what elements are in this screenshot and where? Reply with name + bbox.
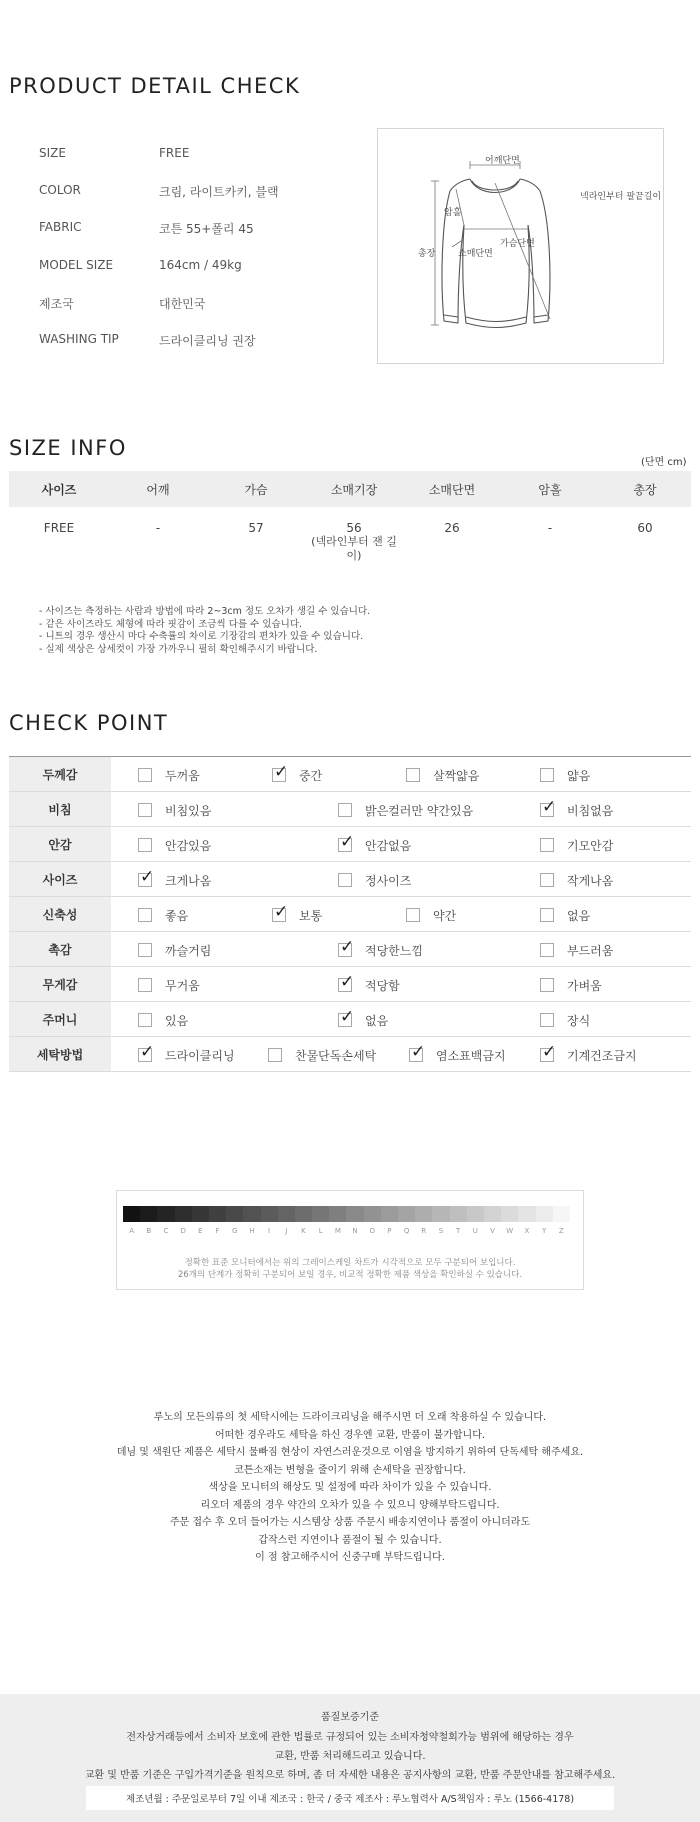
- check-mark-icon: ✓: [274, 762, 289, 782]
- grayscale-letter: S: [438, 1227, 444, 1235]
- size-header: 가슴: [207, 471, 305, 507]
- check-option-label: 찬물단독손세탁: [295, 1048, 377, 1063]
- check-option[interactable]: [540, 797, 614, 819]
- checkbox[interactable]: [138, 978, 152, 992]
- check-mark-icon: ✓: [340, 937, 355, 957]
- check-option-label: 보통: [299, 908, 323, 923]
- check-option-label: 까슬거림: [165, 943, 212, 958]
- size-cell-chest: 57: [248, 521, 264, 535]
- grayscale-swatch: [209, 1206, 226, 1222]
- footer-line: 교환, 반품 처리해드리고 있습니다.: [274, 1751, 426, 1762]
- size-note: - 니트의 경우 생산시 마다 수축률의 차이로 기장감의 편차가 있을 수 있습니다.: [39, 631, 364, 642]
- care-info-line: 주문 접수 후 오더 들어가는 시스템상 상품 주문시 배송지연이나 품절이 아니더라도: [169, 1517, 531, 1528]
- checked-checkbox[interactable]: [338, 1007, 355, 1027]
- check-mark-icon: ✓: [542, 1042, 557, 1062]
- check-option[interactable]: [338, 832, 412, 854]
- footer-info-bar: 제조년월 : 주문일로부터 7일 이내 제조국 : 한국 / 중국 제조사 : 루노협력사 A/S책임자 : 루노 (1566-4178): [86, 1786, 614, 1810]
- check-option[interactable]: [138, 766, 200, 784]
- checkbox[interactable]: [338, 803, 352, 817]
- grayscale-swatch: [415, 1206, 432, 1222]
- check-option[interactable]: [409, 1042, 506, 1064]
- diagram-label-armhole: 암홀: [444, 208, 462, 218]
- size-cell-sleeve-note: (넥라인부터 잰 길이): [311, 535, 397, 562]
- grayscale-letter: X: [524, 1227, 530, 1235]
- check-option[interactable]: [406, 906, 456, 924]
- grayscale-letter: Q: [403, 1227, 410, 1235]
- check-row: [9, 967, 691, 1002]
- checked-checkbox[interactable]: [138, 867, 155, 887]
- check-options: [111, 827, 691, 862]
- checkbox[interactable]: [540, 768, 554, 782]
- checkbox[interactable]: [138, 838, 152, 852]
- grayscale-letter: J: [285, 1227, 288, 1235]
- check-option-label: 얇음: [567, 768, 591, 783]
- check-option-label: 적당함: [365, 978, 400, 993]
- check-options: [111, 897, 691, 932]
- diagram-label-sleeve: 소매단면: [458, 249, 493, 259]
- grayscale-swatch: [226, 1206, 243, 1222]
- check-category: 무게감: [9, 967, 111, 1002]
- check-option-label: 있음: [165, 1013, 189, 1028]
- check-category: 두께감: [9, 757, 111, 792]
- check-mark-icon: ✓: [140, 867, 155, 887]
- check-option[interactable]: [138, 941, 211, 959]
- grayscale-letter: N: [352, 1227, 358, 1235]
- check-option-label: 중간: [299, 768, 323, 783]
- check-options: [111, 1002, 691, 1037]
- spec-value-model-size: 164cm / 49kg: [159, 258, 242, 272]
- spec-value-origin: 대한민국: [159, 297, 206, 311]
- diagram-label-chest: 가슴단면: [500, 239, 535, 249]
- care-info-line: 색상을 모니터의 해상도 및 설정에 따라 차이가 있을 수 있습니다.: [208, 1482, 492, 1493]
- check-option[interactable]: [138, 1011, 188, 1029]
- check-option-label: 좋음: [165, 908, 189, 923]
- spec-label-washing: WASHING TIP: [39, 332, 119, 346]
- check-option[interactable]: [138, 836, 211, 854]
- check-option[interactable]: [138, 801, 211, 819]
- grayscale-swatch: [536, 1206, 553, 1222]
- check-option-label: 무거움: [165, 978, 200, 993]
- grayscale-note-1: 정확한 표준 모니터에서는 위의 그레이스케일 차트가 시각적으로 모두 구분되어 보입니다.: [184, 1258, 516, 1268]
- grayscale-letter: P: [387, 1227, 392, 1235]
- checkbox[interactable]: [540, 838, 554, 852]
- checkbox[interactable]: [338, 873, 352, 887]
- check-category: 사이즈: [9, 862, 111, 897]
- grayscale-swatch: [450, 1206, 467, 1222]
- check-options: [111, 862, 691, 897]
- check-category: 비침: [9, 792, 111, 827]
- check-category: 주머니: [9, 1002, 111, 1037]
- check-option-label: 염소표백금지: [436, 1048, 506, 1063]
- grayscale-letter: C: [163, 1227, 169, 1235]
- grayscale-swatch: [501, 1206, 518, 1222]
- size-header: 소매기장: [305, 471, 403, 507]
- check-mark-icon: ✓: [340, 832, 355, 852]
- grayscale-letter: E: [198, 1227, 203, 1235]
- grayscale-letter: H: [249, 1227, 255, 1235]
- grayscale-letter: K: [301, 1227, 306, 1235]
- check-option-label: 기모안감: [567, 838, 614, 853]
- checkbox[interactable]: [138, 768, 152, 782]
- grayscale-swatch: [243, 1206, 260, 1222]
- diagram-label-total: 총장: [418, 249, 436, 259]
- grayscale-swatch: [381, 1206, 398, 1222]
- size-header: 암홀: [501, 471, 599, 507]
- care-info-line: 갑작스런 지연이나 품절이 될 수 있습니다.: [258, 1534, 442, 1546]
- size-note: - 같은 사이즈라도 체형에 따라 핏감이 조금씩 다를 수 있습니다.: [39, 618, 303, 630]
- check-option-label: 약간: [433, 908, 457, 923]
- check-option[interactable]: [540, 941, 613, 959]
- check-mark-icon: ✓: [340, 972, 355, 992]
- grayscale-swatch: [346, 1206, 363, 1222]
- size-note: - 사이즈는 측정하는 사람과 방법에 따라 2~3cm 정도 오차가 생길 수 있습니다.: [39, 606, 371, 617]
- check-option-label: 장식: [567, 1013, 591, 1028]
- check-row: [9, 757, 691, 792]
- checkbox[interactable]: [138, 943, 152, 957]
- care-info-line: 루노의 모든의류의 첫 세탁시에는 드라이크리닝을 해주시면 더 오래 착용하실 수 있습니다.: [153, 1412, 547, 1423]
- checked-checkbox[interactable]: [338, 937, 355, 957]
- check-option[interactable]: [338, 937, 423, 959]
- grayscale-chart: [116, 1190, 584, 1290]
- grayscale-swatch: [140, 1206, 157, 1222]
- care-info: [0, 1409, 700, 1567]
- checked-checkbox[interactable]: [540, 797, 557, 817]
- check-point-title: CHECK POINT: [9, 711, 169, 735]
- check-option[interactable]: [406, 766, 479, 784]
- care-info-line: 어떠한 경우라도 세탁을 하신 경우엔 교환, 반품이 불가합니다.: [214, 1429, 486, 1441]
- check-mark-icon: ✓: [340, 1007, 355, 1027]
- check-option-label: 부드러움: [567, 943, 614, 958]
- checked-checkbox[interactable]: [338, 972, 355, 992]
- checkbox[interactable]: [540, 873, 554, 887]
- grayscale-note-2: 26개의 단계가 정확히 구분되어 보일 경우, 비교적 정확한 제품 색상을 확인하실 수 있습니다.: [177, 1270, 523, 1280]
- footer-line: 교환 및 반품 기준은 구입가격기준을 원칙으로 하며, 좀 더 자세한 내용은 공지사항의 교환, 반품 주문안내를 참고해주세요.: [84, 1770, 616, 1781]
- size-header: 총장: [599, 471, 691, 507]
- check-option-label: 안감없음: [365, 838, 412, 853]
- grayscale-letter: M: [334, 1227, 341, 1235]
- measurement-diagram: [377, 128, 664, 364]
- grayscale-swatch: [518, 1206, 535, 1222]
- size-info-title: SIZE INFO: [9, 436, 127, 460]
- grayscale-letter: L: [318, 1227, 323, 1235]
- check-option[interactable]: [540, 836, 613, 854]
- checkbox[interactable]: [406, 768, 420, 782]
- checkbox[interactable]: [540, 908, 554, 922]
- size-header: 어깨: [109, 471, 207, 507]
- check-option[interactable]: [272, 902, 323, 924]
- check-options: [111, 757, 691, 792]
- check-options: [111, 1037, 691, 1072]
- check-option[interactable]: [138, 976, 200, 994]
- check-option-label: 밝은컬러만 약간있음: [365, 803, 474, 818]
- size-note: - 실제 색상은 상세컷이 가장 가까우니 필히 확인해주시기 바랍니다.: [39, 643, 318, 655]
- checked-checkbox[interactable]: [338, 832, 355, 852]
- check-row: [9, 792, 691, 827]
- spec-label-fabric: FABRIC: [39, 220, 82, 234]
- check-options: [111, 932, 691, 967]
- check-option[interactable]: [540, 766, 590, 784]
- grayscale-swatch: [278, 1206, 295, 1222]
- check-option-label: 기계건조금지: [567, 1048, 637, 1063]
- check-option-label: 비침없음: [567, 803, 614, 818]
- grayscale-swatch: [261, 1206, 278, 1222]
- check-row: [9, 897, 691, 932]
- grayscale-letter: R: [421, 1227, 427, 1235]
- check-option[interactable]: [540, 871, 613, 889]
- diagram-label-shoulder: 어깨단면: [485, 156, 520, 166]
- care-info-line: 리오더 제품의 경우 약간의 오차가 있을 수 있으니 양해부탁드립니다.: [200, 1499, 500, 1511]
- grayscale-swatch: [295, 1206, 312, 1222]
- grayscale-letter: U: [472, 1227, 478, 1235]
- check-option-label: 살짝얇음: [433, 768, 480, 783]
- size-header: 소매단면: [403, 471, 501, 507]
- check-option-label: 크게나옴: [165, 873, 212, 888]
- check-row: [9, 862, 691, 897]
- checked-checkbox[interactable]: [409, 1042, 426, 1062]
- checkbox[interactable]: [540, 943, 554, 957]
- footer-heading: 품질보증기준: [321, 1712, 379, 1723]
- check-mark-icon: ✓: [411, 1042, 426, 1062]
- spec-value-fabric: 코튼 55+폴리 45: [159, 222, 254, 236]
- check-option-label: 작게나옴: [567, 873, 614, 888]
- check-mark-icon: ✓: [274, 902, 289, 922]
- check-point-table: [9, 756, 691, 1072]
- grayscale-swatch: [432, 1206, 449, 1222]
- grayscale-swatch: [157, 1206, 174, 1222]
- size-cell-armhole: -: [547, 521, 553, 535]
- size-table: [9, 471, 691, 566]
- size-cell-length: 60: [637, 521, 653, 535]
- check-option[interactable]: [138, 906, 188, 924]
- grayscale-letter: Z: [558, 1227, 564, 1235]
- grayscale-swatch: [364, 1206, 381, 1222]
- grayscale-letter: V: [490, 1227, 495, 1235]
- size-cell-sleeve: [305, 507, 403, 566]
- check-option[interactable]: [540, 1042, 637, 1064]
- size-cell-sleeve-value: 56: [346, 521, 362, 535]
- check-option[interactable]: [338, 871, 411, 889]
- grayscale-swatch: [484, 1206, 501, 1222]
- check-options: [111, 967, 691, 1002]
- grayscale-letter: Y: [541, 1227, 547, 1235]
- detail-title: PRODUCT DETAIL CHECK: [9, 74, 301, 98]
- checkbox[interactable]: [540, 1013, 554, 1027]
- check-option[interactable]: [138, 1042, 235, 1064]
- check-option[interactable]: [272, 762, 323, 784]
- grayscale-letter: A: [129, 1227, 134, 1235]
- grayscale-letter: G: [232, 1227, 238, 1235]
- grayscale-letter: O: [369, 1227, 375, 1235]
- spec-label-size: SIZE: [39, 146, 66, 160]
- grayscale-letter: I: [268, 1227, 271, 1235]
- check-option-label: 두꺼움: [165, 768, 200, 783]
- spec-label-model-size: MODEL SIZE: [39, 258, 114, 272]
- check-option-label: 가벼움: [567, 978, 602, 993]
- check-mark-icon: ✓: [542, 797, 557, 817]
- check-option[interactable]: [338, 972, 400, 994]
- size-cell-size: FREE: [43, 521, 75, 535]
- checked-checkbox[interactable]: [138, 1042, 155, 1062]
- checkbox[interactable]: [138, 803, 152, 817]
- size-cell-shoulder: -: [155, 521, 161, 535]
- checked-checkbox[interactable]: [272, 762, 289, 782]
- size-table-row: [9, 507, 691, 566]
- check-option[interactable]: [540, 1011, 590, 1029]
- footer-line: 전자상거래등에서 소비자 보호에 관한 법률로 규정되어 있는 소비자청약철회가능 범위에 해당하는 경우: [126, 1732, 574, 1743]
- spec-value-size: FREE: [159, 146, 190, 160]
- grayscale-swatch: [312, 1206, 329, 1222]
- check-row: [9, 932, 691, 967]
- checkbox[interactable]: [268, 1048, 282, 1062]
- check-option-label: 드라이클리닝: [165, 1048, 235, 1063]
- check-category: 신축성: [9, 897, 111, 932]
- check-option-label: 없음: [365, 1013, 389, 1028]
- grayscale-swatch: [553, 1206, 570, 1222]
- care-info-line: 이 점 참고해주시어 신중구매 부탁드립니다.: [255, 1552, 445, 1563]
- check-option[interactable]: [338, 801, 473, 819]
- check-row: [9, 1002, 691, 1037]
- grayscale-strip: [123, 1206, 570, 1222]
- care-info-line: 코튼소재는 변형을 줄이기 위해 손세탁을 권장합니다.: [234, 1464, 466, 1476]
- check-option-label: 없음: [567, 908, 591, 923]
- grayscale-letter: W: [506, 1227, 514, 1235]
- check-option-label: 정사이즈: [365, 873, 412, 888]
- care-info-line: 데님 및 색원단 제품은 세탁시 물빠짐 현상이 자연스러운것으로 이염을 방지하기 위하여 단독세탁 해주세요.: [116, 1447, 584, 1458]
- size-table-header: [9, 471, 691, 507]
- grayscale-letter: B: [146, 1227, 152, 1235]
- size-cell-sleeve-width: 26: [444, 521, 460, 535]
- grayscale-swatch: [398, 1206, 415, 1222]
- grayscale-letter: D: [180, 1227, 186, 1235]
- checkbox[interactable]: [138, 908, 152, 922]
- check-option[interactable]: [338, 1007, 389, 1029]
- checked-checkbox[interactable]: [272, 902, 289, 922]
- grayscale-swatch: [175, 1206, 192, 1222]
- spec-label-color: COLOR: [39, 183, 81, 197]
- check-row: [9, 827, 691, 862]
- quality-footer: [0, 1694, 700, 1822]
- size-notes: [39, 606, 370, 656]
- spec-label-origin: 제조국: [39, 297, 74, 311]
- check-option[interactable]: [540, 906, 590, 924]
- check-row: [9, 1037, 691, 1072]
- grayscale-letters: [123, 1227, 570, 1235]
- check-options: [111, 792, 691, 827]
- grayscale-letter: F: [215, 1227, 220, 1235]
- check-category: 촉감: [9, 932, 111, 967]
- check-option[interactable]: [138, 867, 212, 889]
- check-category: 안감: [9, 827, 111, 862]
- checkbox[interactable]: [540, 978, 554, 992]
- grayscale-swatch: [467, 1206, 484, 1222]
- grayscale-swatch: [329, 1206, 346, 1222]
- check-option-label: 비침있음: [165, 803, 212, 818]
- check-mark-icon: ✓: [140, 1042, 155, 1062]
- check-option-label: 적당한느낌: [365, 943, 423, 958]
- grayscale-letter: T: [456, 1227, 461, 1235]
- check-option-label: 안감있음: [165, 838, 212, 853]
- size-header: 사이즈: [9, 471, 109, 507]
- size-unit-label: (단면 cm): [641, 457, 687, 468]
- spec-value-washing: 드라이클리닝 권장: [159, 334, 256, 348]
- checked-checkbox[interactable]: [540, 1042, 557, 1062]
- check-option[interactable]: [540, 976, 602, 994]
- grayscale-swatch: [123, 1206, 140, 1222]
- check-category: 세탁방법: [9, 1037, 111, 1072]
- grayscale-swatch: [192, 1206, 209, 1222]
- diagram-label-neck-sleeve: 넥라인부터 팔끝길이: [580, 192, 662, 202]
- checkbox[interactable]: [138, 1013, 152, 1027]
- checkbox[interactable]: [406, 908, 420, 922]
- spec-value-color: 크림, 라이트카키, 블랙: [159, 185, 279, 199]
- check-option[interactable]: [268, 1046, 376, 1064]
